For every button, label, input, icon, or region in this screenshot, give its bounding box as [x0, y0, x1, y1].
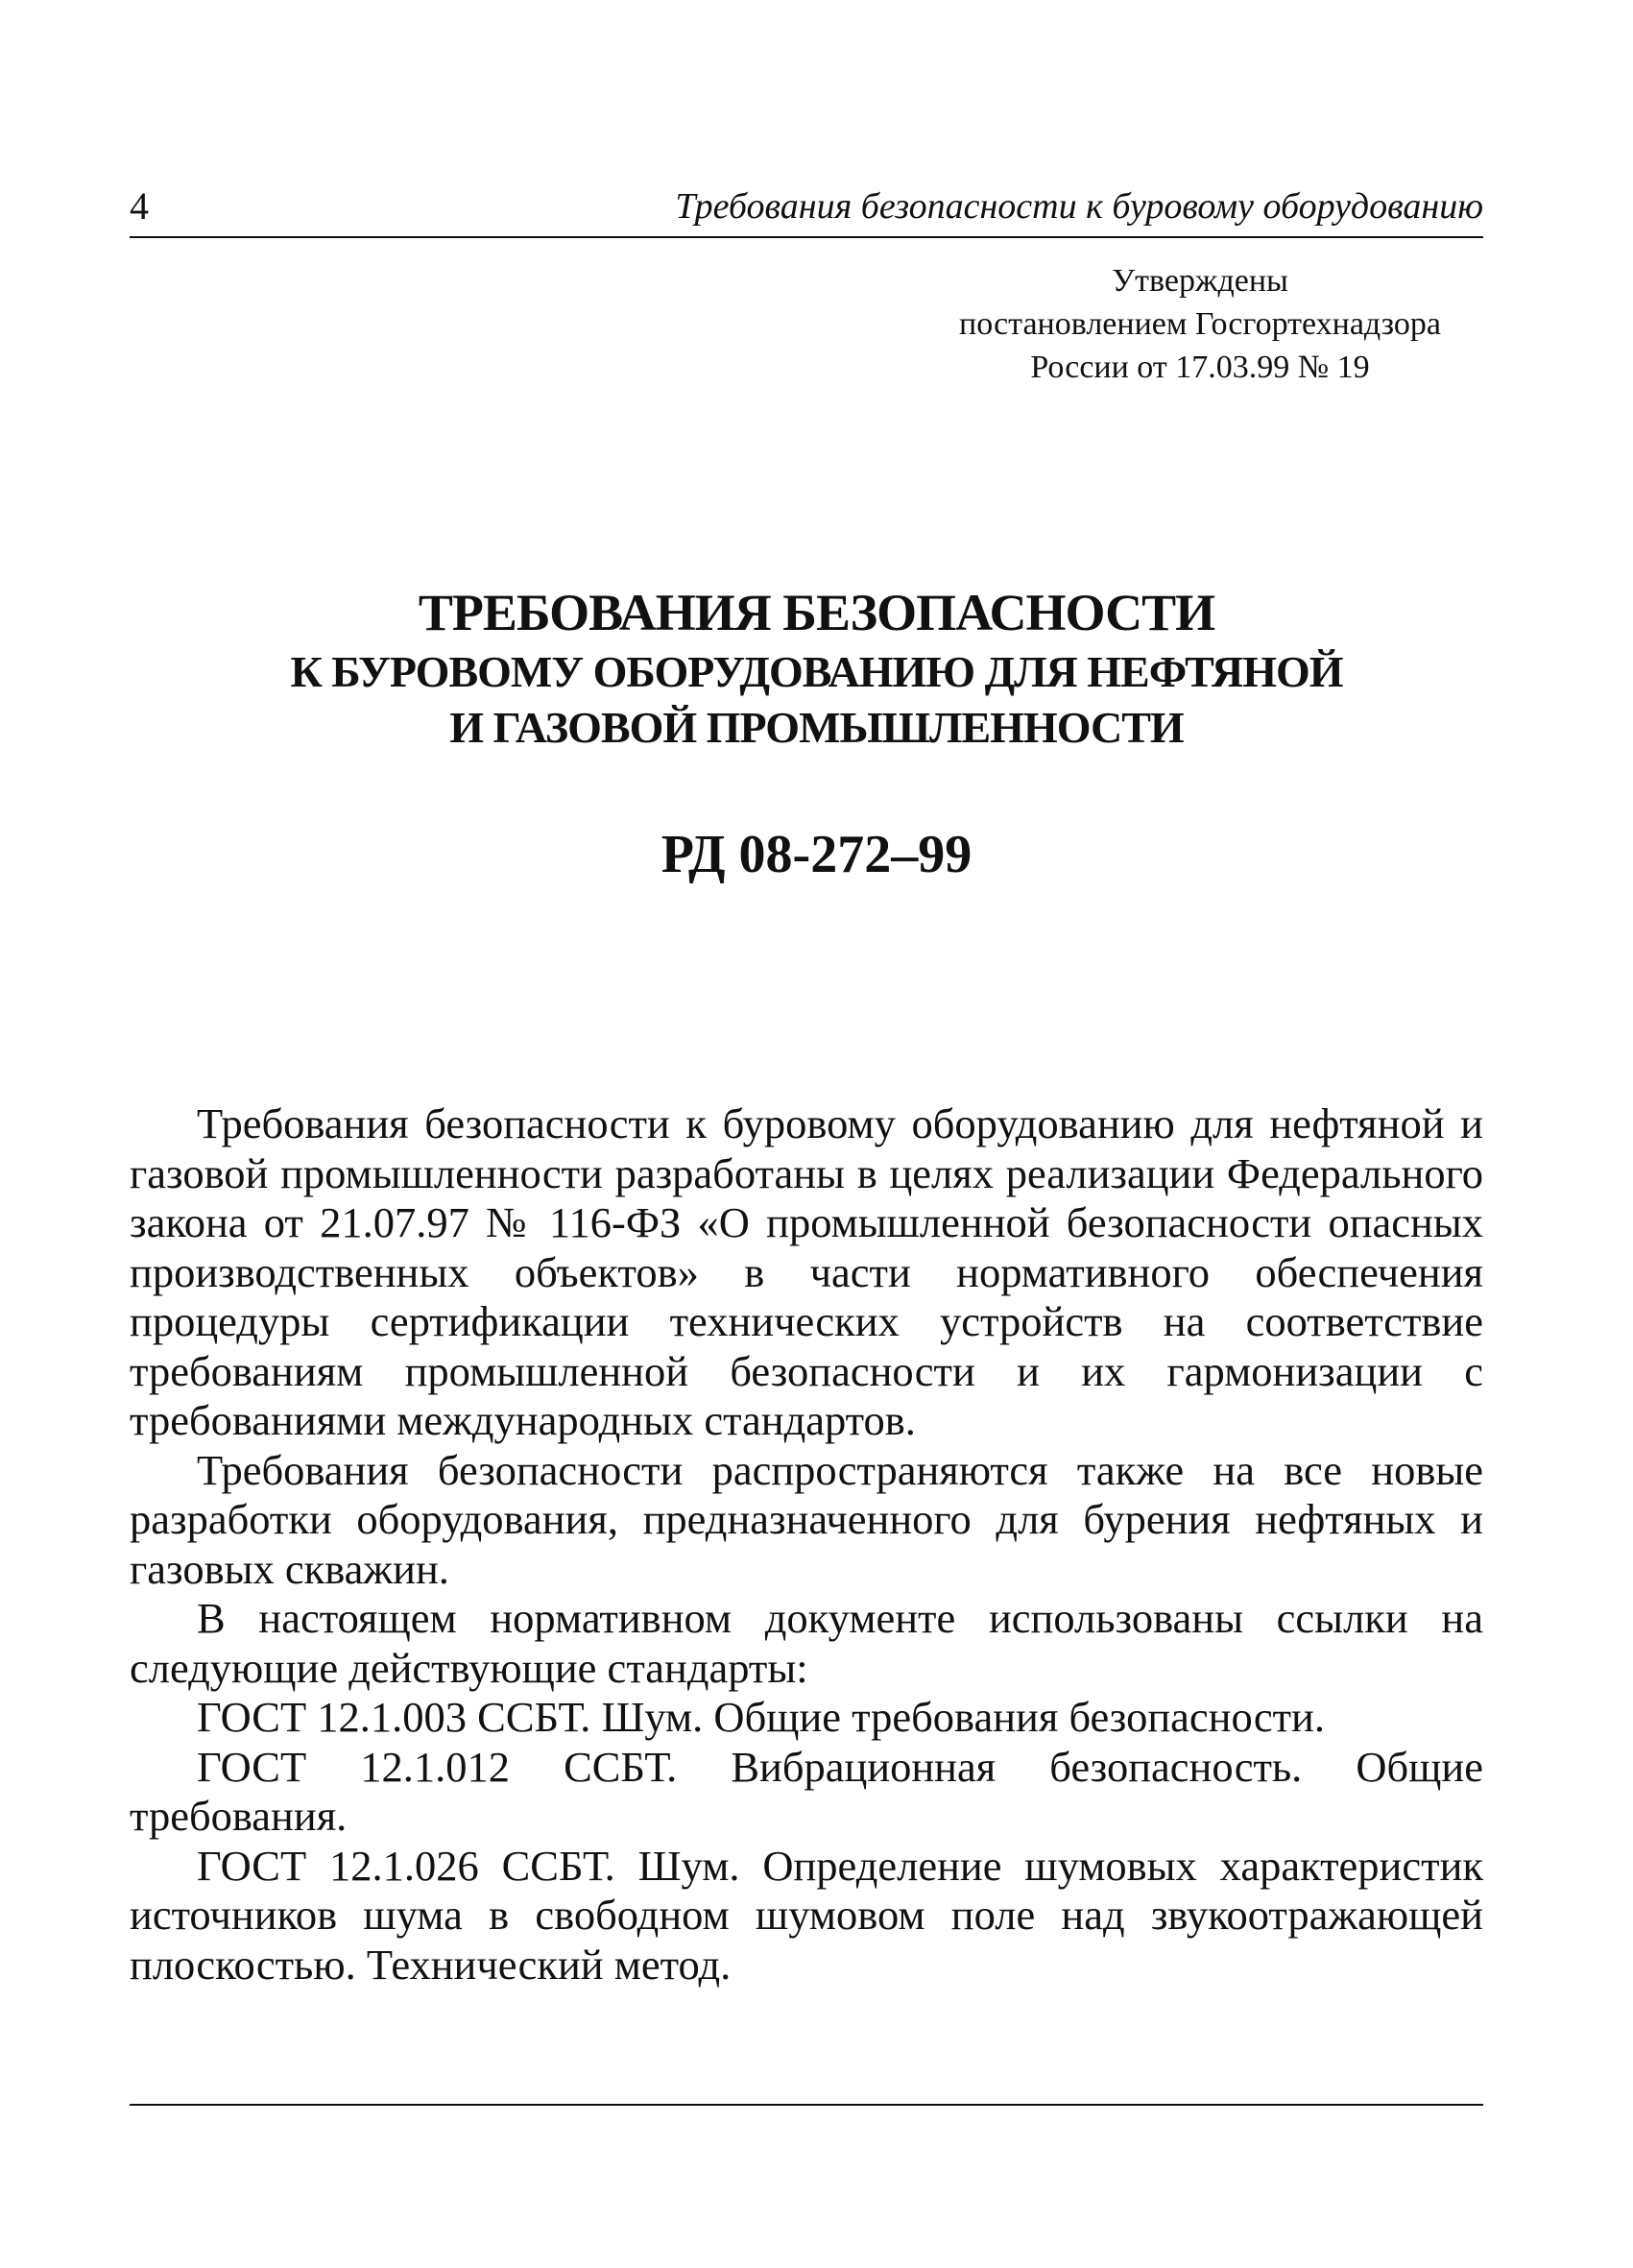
page-number: 4: [130, 184, 149, 228]
approval-block: [816, 259, 1584, 389]
footer-divider: [130, 2104, 1483, 2106]
title-line-2: К БУРОВОМУ ОБОРУДОВАНИЮ ДЛЯ НЕФТЯНОЙ: [290, 647, 1343, 696]
standard-reference: ГОСТ 12.1.003 ССБТ. Шум. Общие требования безопасности.: [197, 1693, 1325, 1741]
approval-line-1: Утверждены: [1112, 263, 1288, 299]
document-title: [0, 581, 1633, 756]
standard-reference: ГОСТ 12.1.026 ССБТ. Шум. Определение шумовых характеристик источников шума в свободном шумовом поле над звукоотражающей плоскостью. Технический метод.: [130, 1841, 1483, 1989]
paragraph-references: В настоящем нормативном документе использованы ссылки на следующие действующие стандарты:: [130, 1594, 1483, 1692]
body-text: [130, 1099, 1483, 1990]
approval-line-2: постановлением Госгортехнадзора: [959, 306, 1441, 342]
paragraph-scope: Требования безопасности распространяются также на все новые разработки оборудования, предназначенного для бурения нефтяных и газовых скважин.: [130, 1445, 1483, 1593]
approval-line-3: России от 17.03.99 № 19: [1030, 350, 1370, 385]
running-title: Требования безопасности к буровому оборудованию: [675, 186, 1483, 227]
running-header: [130, 182, 1483, 238]
paragraph-intro: Требования безопасности к буровому оборудованию для нефтяной и газовой промышленности разработаны в целях реализации Федерального закона от 21.07.97 № 116-ФЗ «О промышленной безопасности опасных производственных объектов» в части нормативного обеспечения процедуры сертификации технических устройств на соответствие требованиям промышленной безопасности и их гармонизации с требованиями международных стандартов.: [130, 1099, 1483, 1444]
document-code: РД 08-272–99: [660, 825, 973, 884]
title-line-3: И ГАЗОВОЙ ПРОМЫШЛЕННОСТИ: [449, 703, 1184, 752]
standard-reference: ГОСТ 12.1.012 ССБТ. Вибрационная безопасность. Общие требования.: [130, 1742, 1483, 1840]
title-line-1: ТРЕБОВАНИЯ БЕЗОПАСНОСТИ: [418, 584, 1215, 641]
